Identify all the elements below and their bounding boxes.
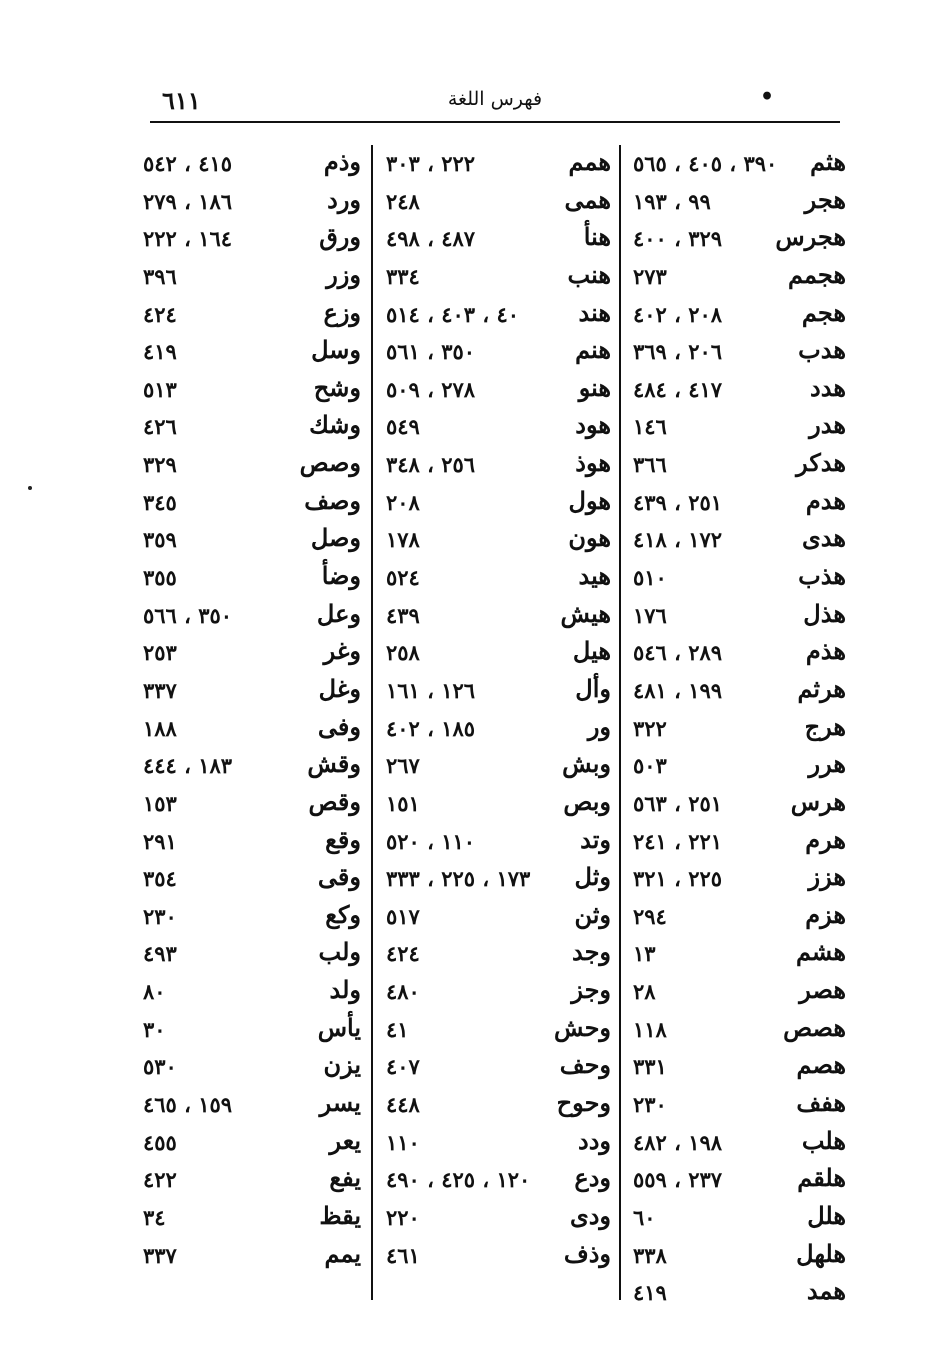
entry-word: وحوح: [556, 1088, 611, 1118]
index-column-middle: [378, 145, 615, 1303]
entry-pages: ٢٣٠: [633, 1092, 667, 1118]
entry-word: وحش: [553, 1012, 611, 1042]
entry-pages: ٣٦٦: [633, 452, 667, 478]
entry-word: وكع: [325, 899, 361, 929]
entry-pages: ٣٢٩: [143, 452, 177, 478]
entry-word: هصص: [783, 1012, 846, 1042]
entry-pages: ١٧٢ ، ٤١٨: [633, 527, 723, 553]
entry-pages: ٢٥٦ ، ٣٤٨: [386, 452, 476, 478]
entry-word: وزع: [323, 297, 361, 327]
index-entry: [625, 1274, 850, 1312]
entry-word: همى: [564, 184, 611, 214]
entry-word: ولد: [329, 975, 361, 1005]
index-entry: [135, 484, 365, 522]
entry-pages: ١٢٠ ، ٤٢٥ ، ٤٩٠: [386, 1167, 531, 1193]
entry-pages: ٢٨٩ ، ٥٤٦: [633, 640, 723, 666]
index-entry: [378, 296, 615, 334]
index-entry: [378, 935, 615, 973]
entry-word: وجز: [571, 975, 611, 1005]
entry-word: هشم: [795, 937, 846, 967]
entry-pages: ٢٧٨ ، ٥٠٩: [386, 376, 476, 402]
entry-pages: ٤٩٣: [143, 941, 177, 967]
entry-pages: ٤٢٦: [143, 414, 177, 440]
entry-word: وبص: [563, 786, 611, 816]
index-entry: [135, 935, 365, 973]
index-entry: [378, 672, 615, 710]
entry-word: وذم: [323, 147, 361, 176]
entry-word: ودع: [574, 1163, 611, 1193]
entry-pages: ٤٠ ، ٤٠٣ ، ٥١٤: [386, 301, 520, 327]
entry-word: هذم: [805, 636, 846, 666]
entry-pages: ١١٠: [386, 1129, 420, 1155]
index-entry: [135, 785, 365, 823]
entry-word: وقع: [325, 824, 361, 854]
entry-word: هيد: [578, 561, 611, 591]
index-entry: [378, 559, 615, 597]
entry-word: وقص: [308, 786, 361, 816]
entry-pages: ٥١٧: [386, 903, 420, 929]
entry-pages: ٣٢٢: [633, 715, 667, 741]
header-mark: •: [759, 84, 774, 110]
index-entry: [625, 559, 850, 597]
index-entry: [378, 898, 615, 936]
entry-word: هول: [568, 485, 611, 515]
entry-word: هثم: [810, 147, 846, 176]
entry-word: همد: [806, 1276, 846, 1306]
entry-word: وشك: [309, 410, 361, 440]
index-entry: [625, 183, 850, 221]
index-entry: [378, 710, 615, 748]
index-entry: [378, 1199, 615, 1237]
entry-word: ور: [587, 711, 611, 741]
entry-word: هزز: [808, 862, 846, 892]
entry-pages: ٣٠: [143, 1016, 166, 1042]
index-entry: [625, 710, 850, 748]
entry-word: هوذ: [575, 448, 611, 478]
entry-word: وقى: [317, 862, 361, 892]
entry-pages: ٤٤٨: [386, 1092, 420, 1118]
entry-word: يفع: [329, 1163, 361, 1193]
entry-pages: ١٤٦: [633, 414, 667, 440]
entry-word: هدى: [801, 523, 846, 553]
index-entry: [625, 1237, 850, 1275]
index-entry: [135, 333, 365, 371]
index-column-right: [625, 145, 850, 1306]
index-entry: [135, 1124, 365, 1162]
entry-word: هدد: [810, 372, 846, 402]
entry-pages: ٣٥٤: [143, 866, 177, 892]
entry-word: وسل: [311, 335, 361, 365]
entry-pages: ٣٣١: [633, 1054, 667, 1080]
index-entry: [135, 634, 365, 672]
entry-word: هلهل: [796, 1238, 846, 1268]
index-list-right: [625, 145, 850, 1312]
index-entry: [135, 258, 365, 296]
entry-word: وبش: [562, 749, 611, 779]
index-entry: [378, 1048, 615, 1086]
page-number: ٦١١: [162, 86, 201, 115]
entry-pages: ١١٠ ، ٥٢٠: [386, 828, 476, 854]
entry-word: هذل: [803, 598, 846, 628]
entry-word: هرر: [808, 749, 846, 779]
entry-pages: ٤١٧ ، ٤٨٤: [633, 376, 723, 402]
entry-word: يزن: [323, 1050, 361, 1080]
entry-word: هنب: [567, 259, 611, 289]
entry-word: وثل: [574, 862, 611, 892]
entry-pages: ٣٤: [143, 1204, 166, 1230]
entry-pages: ٣٣٧: [143, 677, 177, 703]
index-entry: [625, 935, 850, 973]
entry-word: وضأ: [321, 561, 361, 591]
entry-pages: ٨٠: [143, 979, 166, 1005]
entry-word: هنأ: [583, 222, 611, 252]
entry-pages: ١٣: [633, 941, 656, 967]
entry-word: وغر: [323, 636, 361, 666]
entry-pages: ٥١٠: [633, 565, 667, 591]
index-entry: [135, 559, 365, 597]
entry-word: همم: [568, 147, 611, 176]
entry-pages: ٦٠: [633, 1204, 656, 1230]
index-entry: [135, 973, 365, 1011]
index-entry: [378, 1086, 615, 1124]
index-entry: [625, 371, 850, 409]
index-entry: [625, 220, 850, 258]
index-entry: [625, 408, 850, 446]
entry-word: هدم: [805, 485, 846, 515]
paper-speck: [28, 486, 32, 490]
index-entry: [625, 446, 850, 484]
entry-pages: ١٩٨ ، ٤٨٢: [633, 1129, 723, 1155]
index-column-left: [135, 145, 365, 1303]
entry-pages: ٣٩٦: [143, 263, 177, 289]
entry-word: هجم: [801, 297, 846, 327]
entry-word: وصف: [304, 485, 361, 515]
entry-pages: ٢٠٦ ، ٣٦٩: [633, 339, 723, 365]
entry-word: يقظ: [319, 1200, 361, 1230]
entry-pages: ١٨٨: [143, 715, 177, 741]
index-entry: [378, 785, 615, 823]
index-entry: [135, 1199, 365, 1237]
entry-word: هون: [568, 523, 611, 553]
index-entry: [378, 1124, 615, 1162]
entry-word: هنو: [578, 372, 611, 402]
entry-pages: ١٦٤ ، ٢٢٢: [143, 226, 233, 252]
entry-word: وحف: [559, 1050, 611, 1080]
index-entry: [135, 1048, 365, 1086]
entry-word: هيش: [560, 598, 611, 628]
index-entry: [135, 1011, 365, 1049]
index-entry: [378, 1237, 615, 1275]
entry-pages: ٢٨: [633, 979, 656, 1005]
entry-word: وأل: [575, 673, 611, 703]
index-entry: [625, 1011, 850, 1049]
index-entry: [625, 634, 850, 672]
entry-word: وثن: [574, 899, 611, 929]
entry-pages: ٤٠٧: [386, 1054, 420, 1080]
entry-pages: ٤١٩: [143, 339, 177, 365]
entry-pages: ٤٨٠: [386, 979, 420, 1005]
index-entry: [625, 898, 850, 936]
entry-pages: ١٧٦: [633, 602, 667, 628]
entry-word: يسر: [319, 1088, 361, 1118]
index-entry: [625, 1124, 850, 1162]
index-entry: [135, 1161, 365, 1199]
entry-pages: ٢٧٣: [633, 263, 667, 289]
index-entry: [625, 258, 850, 296]
entry-pages: ٤٣٩: [386, 602, 420, 628]
index-entry: [625, 296, 850, 334]
entry-word: هزم: [805, 899, 846, 929]
column-divider-left: [371, 145, 373, 1300]
entry-word: ودد: [578, 1125, 611, 1155]
index-entry: [135, 597, 365, 635]
index-entry: [135, 296, 365, 334]
page-header: [150, 84, 840, 120]
index-entry: [625, 333, 850, 371]
entry-word: وصل: [310, 523, 361, 553]
index-entry: [378, 747, 615, 785]
index-entry: [378, 446, 615, 484]
index-entry: [625, 145, 850, 183]
entry-pages: ٢٩٤: [633, 903, 667, 929]
entry-word: ورد: [327, 184, 361, 214]
index-entry: [625, 597, 850, 635]
entry-word: هرم: [805, 824, 846, 854]
index-entry: [378, 371, 615, 409]
index-entry: [625, 823, 850, 861]
index-entry: [135, 1086, 365, 1124]
entry-pages: ٤٢٤: [143, 301, 177, 327]
entry-word: هصم: [796, 1050, 846, 1080]
index-entry: [135, 747, 365, 785]
entry-word: هصر: [799, 975, 846, 1005]
entry-pages: ٤٢٤: [386, 941, 420, 967]
index-entry: [378, 258, 615, 296]
index-entry: [378, 183, 615, 221]
index-entry: [135, 371, 365, 409]
entry-pages: ٢٢٥ ، ٣٢١: [633, 866, 723, 892]
index-entry: [625, 1161, 850, 1199]
index-entry: [135, 672, 365, 710]
entry-word: هدب: [798, 335, 846, 365]
entry-word: وصص: [299, 448, 361, 478]
entry-word: وغل: [318, 673, 361, 703]
entry-pages: ١٧٨: [386, 527, 420, 553]
index-entry: [135, 521, 365, 559]
index-entry: [378, 1011, 615, 1049]
index-entry: [378, 484, 615, 522]
index-entry: [135, 183, 365, 221]
index-entry: [378, 823, 615, 861]
index-entry: [625, 484, 850, 522]
entry-pages: ٢٤٨: [386, 188, 420, 214]
entry-pages: ٢٢١ ، ٢٤١: [633, 828, 723, 854]
entry-pages: ٤٥٥: [143, 1129, 177, 1155]
entry-word: هدر: [809, 410, 846, 440]
index-entry: [625, 747, 850, 785]
entry-pages: ٢٩١: [143, 828, 177, 854]
entry-pages: ١٥٩ ، ٤٦٥: [143, 1092, 233, 1118]
index-entry: [378, 973, 615, 1011]
entry-pages: ٢٢٠: [386, 1204, 420, 1230]
entry-pages: ٤١: [386, 1016, 409, 1042]
entry-word: يعر: [329, 1125, 361, 1155]
entry-word: ودى: [569, 1200, 611, 1230]
entry-pages: ٥٠٣: [633, 753, 667, 779]
index-entry: [378, 333, 615, 371]
entry-pages: ٣٣٧: [143, 1242, 177, 1268]
index-entry: [135, 860, 365, 898]
entry-word: هفف: [796, 1088, 846, 1118]
index-entry: [135, 446, 365, 484]
index-entry: [135, 1237, 365, 1275]
entry-pages: ٢٥٣: [143, 640, 177, 666]
entry-word: هرس: [790, 786, 846, 816]
index-entry: [625, 1199, 850, 1237]
index-entry: [135, 145, 365, 183]
entry-pages: ٢٣٧ ، ٥٥٩: [633, 1167, 723, 1193]
entry-pages: ٥١٣: [143, 376, 177, 402]
entry-word: وجد: [571, 937, 611, 967]
index-entry: [378, 408, 615, 446]
entry-pages: ٣٤٥: [143, 489, 177, 515]
entry-pages: ٣٥٥: [143, 565, 177, 591]
entry-word: وتد: [580, 824, 611, 854]
entry-pages: ١٨٣ ، ٤٤٤: [143, 753, 233, 779]
entry-word: هند: [578, 297, 611, 327]
entry-word: هلب: [801, 1125, 846, 1155]
entry-pages: ٥٢٤: [386, 565, 420, 591]
entry-pages: ٤١٥ ، ٥٤٢: [143, 151, 233, 176]
entry-word: هلقم: [797, 1163, 846, 1193]
entry-pages: ٣٢٩ ، ٤٠٠: [633, 226, 723, 252]
entry-pages: ١٨٦ ، ٢٧٩: [143, 188, 233, 214]
entry-pages: ٢٢٢ ، ٣٠٣: [386, 151, 476, 176]
entry-pages: ١١٨: [633, 1016, 667, 1042]
index-entry: [378, 1161, 615, 1199]
entry-word: هرج: [804, 711, 846, 741]
entry-word: ورق: [319, 222, 361, 252]
entry-pages: ٣٩٠ ، ٤٠٥ ، ٥٦٥: [633, 151, 778, 176]
index-entry: [378, 521, 615, 559]
entry-pages: ٤٦١: [386, 1242, 420, 1268]
entry-word: ولب: [318, 937, 361, 967]
entry-word: وقش: [307, 749, 361, 779]
entry-word: هجر: [804, 184, 846, 214]
entry-pages: ١٨٥ ، ٤٠٢: [386, 715, 476, 741]
entry-pages: ١٧٣ ، ٢٢٥ ، ٣٣٣: [386, 866, 531, 892]
index-entry: [378, 220, 615, 258]
entry-pages: ٩٩ ، ١٩٣: [633, 188, 711, 214]
entry-pages: ١٢٦ ، ١٦١: [386, 677, 476, 703]
entry-word: هلل: [807, 1200, 846, 1230]
entry-word: وذف: [563, 1238, 611, 1268]
entry-word: وزر: [326, 259, 361, 289]
index-entry: [135, 710, 365, 748]
index-entry: [625, 1086, 850, 1124]
entry-pages: ٤١٩: [633, 1280, 667, 1306]
header-rule: [150, 121, 840, 123]
entry-pages: ٢٦٧: [386, 753, 420, 779]
index-entry: [135, 408, 365, 446]
column-divider-right: [619, 145, 621, 1300]
entry-pages: ٣٣٨: [633, 1242, 667, 1268]
entry-pages: ٢٥١ ، ٥٦٣: [633, 790, 723, 816]
entry-pages: ٣٥٩: [143, 527, 177, 553]
index-entry: [135, 220, 365, 258]
entry-pages: ٣٥٠ ، ٥٦٦: [143, 602, 233, 628]
entry-word: هنم: [575, 335, 611, 365]
index-entry: [378, 597, 615, 635]
index-entry: [378, 634, 615, 672]
index-entry: [625, 860, 850, 898]
entry-pages: ٢٠٨ ، ٤٠٢: [633, 301, 723, 327]
entry-word: وشح: [313, 372, 361, 402]
entry-pages: ١٥١: [386, 790, 420, 816]
index-entry: [625, 672, 850, 710]
entry-word: هجمم: [788, 259, 846, 289]
entry-pages: ٤٨٧ ، ٤٩٨: [386, 226, 476, 252]
index-entry: [378, 860, 615, 898]
index-entry: [135, 898, 365, 936]
entry-word: وعل: [316, 598, 361, 628]
entry-pages: ٥٤٩: [386, 414, 420, 440]
index-entry: [625, 973, 850, 1011]
index-entry: [625, 1048, 850, 1086]
entry-word: يمم: [324, 1238, 361, 1268]
index-entry: [378, 145, 615, 183]
entry-pages: ٢٥١ ، ٤٣٩: [633, 489, 723, 515]
entry-pages: ٢٠٨: [386, 489, 420, 515]
page-title: فهرس اللغة: [447, 88, 543, 110]
index-list-middle: [378, 145, 615, 1274]
entry-pages: ٥٣٠: [143, 1054, 177, 1080]
entry-word: هيل: [572, 636, 611, 666]
index-entry: [625, 785, 850, 823]
entry-word: وفى: [317, 711, 361, 741]
entry-pages: ٣٥٠ ، ٥٦١: [386, 339, 476, 365]
entry-word: هدكر: [796, 448, 846, 478]
entry-pages: ١٩٩ ، ٤٨١: [633, 677, 723, 703]
entry-pages: ٢٣٠: [143, 903, 177, 929]
entry-pages: ٣٣٤: [386, 263, 420, 289]
entry-pages: ٤٢٢: [143, 1167, 177, 1193]
entry-pages: ١٥٣: [143, 790, 177, 816]
index-list-left: [135, 145, 365, 1274]
entry-word: هود: [575, 410, 611, 440]
entry-word: هرثم: [797, 673, 846, 703]
entry-pages: ٢٥٨: [386, 640, 420, 666]
entry-word: هجرس: [775, 222, 846, 252]
index-entry: [135, 823, 365, 861]
entry-word: هذب: [798, 561, 846, 591]
entry-word: يأس: [317, 1012, 361, 1042]
index-entry: [625, 521, 850, 559]
